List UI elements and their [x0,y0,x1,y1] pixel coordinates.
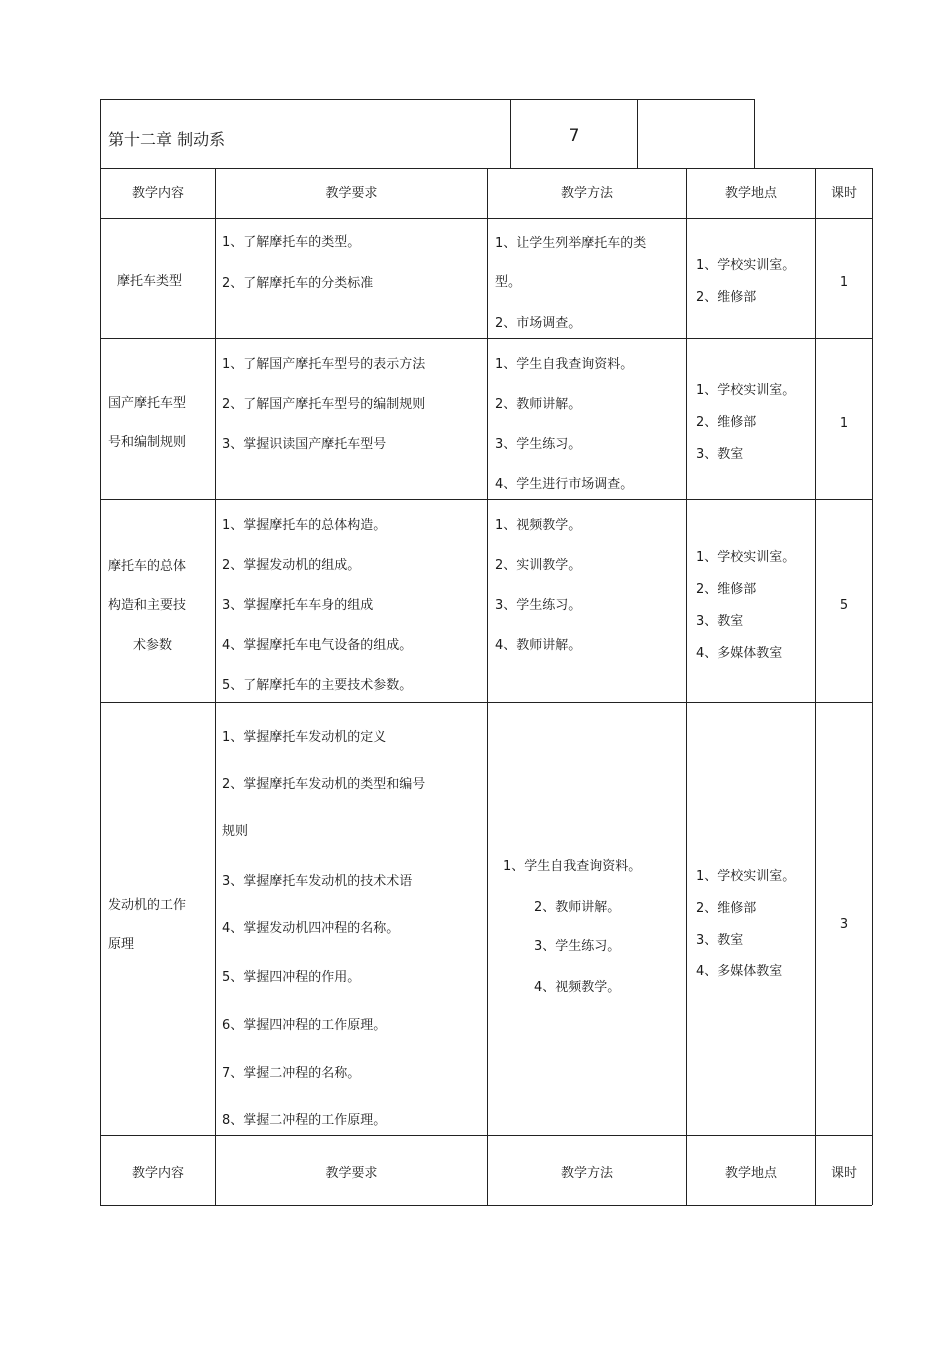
rule [100,1205,872,1206]
requirement-item: 3、掌握识读国产摩托车型号 [222,437,387,452]
location-item: 1、学校实训室。 [696,869,796,884]
requirement-item: 规则 [222,824,249,839]
requirement-item: 2、掌握摩托车发动机的类型和编号 [222,777,426,792]
requirement-item: 5、掌握四冲程的作用。 [222,970,361,985]
requirement-item: 4、掌握发动机四冲程的名称。 [222,921,400,936]
method-item: 2、教师讲解。 [495,397,582,412]
method-item: 1、视频教学。 [495,518,582,533]
rule [215,168,216,1205]
footer-locations: 教学地点 [724,1166,777,1181]
row-hours: 3 [839,917,849,932]
row-content: 构造和主要技 [108,598,187,613]
requirement-item: 4、掌握摩托车电气设备的组成。 [222,638,413,653]
method-item: 4、视频教学。 [534,980,621,995]
rule [487,168,488,1205]
row-content: 原理 [108,937,135,952]
method-item: 4、学生进行市场调查。 [495,477,634,492]
footer-methods: 教学方法 [560,1166,613,1181]
requirement-item: 2、了解摩托车的分类标准 [222,276,374,291]
location-item: 4、多媒体教室 [696,964,783,979]
location-item: 3、教室 [696,447,744,462]
header-requirements: 教学要求 [325,186,378,201]
requirement-item: 1、了解摩托车的类型。 [222,235,361,250]
method-item: 型。 [495,275,522,290]
rule [100,99,101,1205]
rule [637,99,638,168]
row-content: 术参数 [133,638,173,653]
rule [100,99,754,100]
method-item: 1、学生自我查询资料。 [495,357,634,372]
chapter-title: 第十二章 制动系 [108,130,226,149]
method-item: 3、学生练习。 [495,437,582,452]
location-item: 2、维修部 [696,290,757,305]
chapter-hours: 7 [568,126,580,146]
requirement-item: 5、了解摩托车的主要技术参数。 [222,678,413,693]
location-item: 3、教室 [696,614,744,629]
location-item: 1、学校实训室。 [696,550,796,565]
requirement-item: 3、掌握摩托车发动机的技术术语 [222,874,413,889]
footer-requirements: 教学要求 [325,1166,378,1181]
method-item: 1、学生自我查询资料。 [503,859,642,874]
row-content: 国产摩托车型 [108,396,187,411]
rule [872,168,873,1205]
location-item: 2、维修部 [696,415,757,430]
method-item: 2、教师讲解。 [534,900,621,915]
row-hours: 1 [839,416,849,431]
footer-hours: 课时 [830,1166,857,1181]
location-item: 3、教室 [696,933,744,948]
requirement-item: 8、掌握二冲程的工作原理。 [222,1113,387,1128]
method-item: 3、学生练习。 [495,598,582,613]
requirement-item: 6、掌握四冲程的工作原理。 [222,1018,387,1033]
row-content: 号和编制规则 [108,435,187,450]
header-methods: 教学方法 [560,186,613,201]
requirement-item: 1、掌握摩托车发动机的定义 [222,730,387,745]
method-item: 1、让学生列举摩托车的类 [495,236,647,251]
requirement-item: 1、了解国产摩托车型号的表示方法 [222,357,426,372]
requirement-item: 2、掌握发动机的组成。 [222,558,361,573]
rule [686,168,687,1205]
location-item: 2、维修部 [696,582,757,597]
location-item: 1、学校实训室。 [696,383,796,398]
requirement-item: 3、掌握摩托车车身的组成 [222,598,374,613]
footer-content: 教学内容 [131,1166,184,1181]
location-item: 4、多媒体教室 [696,646,783,661]
rule [815,168,816,1205]
row-hours: 1 [839,275,849,290]
requirement-item: 7、掌握二冲程的名称。 [222,1066,361,1081]
header-hours: 课时 [830,186,857,201]
header-content: 教学内容 [131,186,184,201]
requirement-item: 2、了解国产摩托车型号的编制规则 [222,397,426,412]
location-item: 2、维修部 [696,901,757,916]
row-hours: 5 [839,598,849,613]
method-item: 4、教师讲解。 [495,638,582,653]
location-item: 1、学校实训室。 [696,258,796,273]
header-locations: 教学地点 [724,186,777,201]
rule [754,99,755,168]
method-item: 3、学生练习。 [534,939,621,954]
method-item: 2、实训教学。 [495,558,582,573]
row-content: 摩托车的总体 [108,559,187,574]
row-content: 发动机的工作 [108,898,187,913]
method-item: 2、市场调查。 [495,316,582,331]
requirement-item: 1、掌握摩托车的总体构造。 [222,518,387,533]
row-content: 摩托车类型 [117,274,183,289]
